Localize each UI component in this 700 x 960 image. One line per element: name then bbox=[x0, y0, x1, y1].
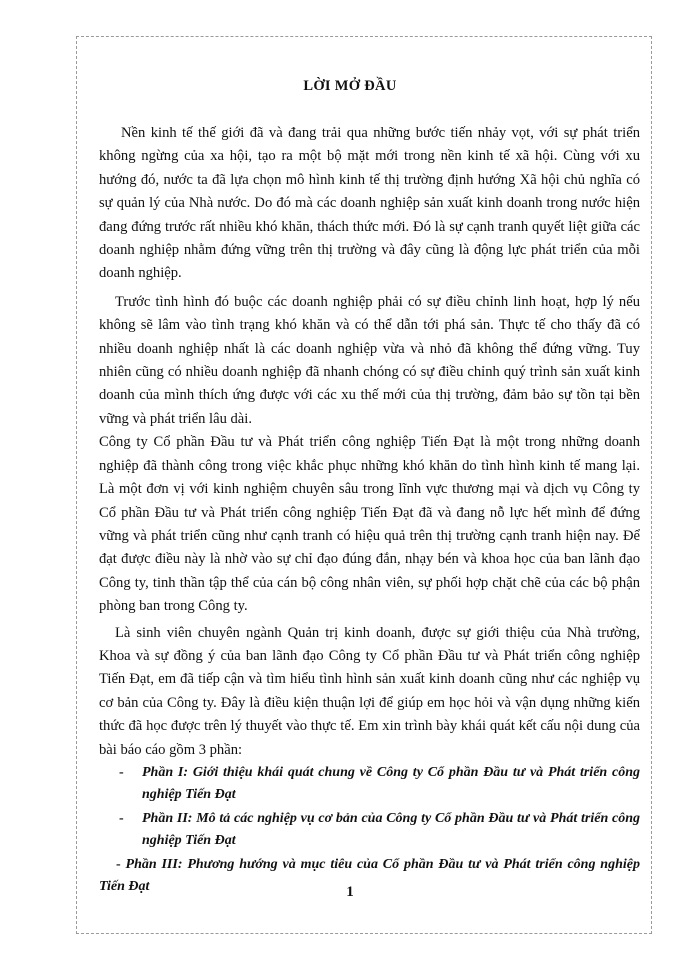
page-title: LỜI MỞ ĐẦU bbox=[303, 78, 397, 94]
report-parts-list bbox=[99, 762, 640, 899]
bullet-dash: - bbox=[119, 810, 124, 826]
part-2-text: Phần II: Mô tả các nghiệp vụ cơ bản của Công ty Cổ phần Đầu tư và Phát triển công nghiệp Tiến Đạt bbox=[142, 810, 640, 849]
bullet-dash: - bbox=[116, 856, 126, 872]
bullet-dash: - bbox=[119, 764, 124, 780]
paragraph-student: Là sinh viên chuyên ngành Quản trị kinh doanh, được sự giới thiệu của Nhà trường, Khoa và sự đồng ý của ban lãnh đạo Công ty Cổ phần Đầu tư và Phát triển công nghiệp Tiến Đạt, em đã tiếp cận và tìm hiểu tình hình sản xuất kinh doanh cũng như các nghiệp vụ cơ bản của Công ty. Đây là điều kiện thuận lợi để giúp em học hỏi và vận dụng những kiến thức đã học được trên lý thuyết vào thực tế. Em xin trình bày khái quát kết cấu nội dung của bài báo cáo gồm 3 phần: bbox=[99, 624, 640, 758]
paragraph-context: Trước tình hình đó buộc các doanh nghiệp phải có sự điều chỉnh linh hoạt, hợp lý nếu không sẽ lâm vào tình trạng khó khăn và có thể dẫn tới phá sản. Thực tế cho thấy đã có nhiều doanh nghiệp nhất là các doanh nghiệp vừa và nhỏ đã không thể đứng vững. Tuy nhiên cũng có nhiều doanh nghiệp đã nhanh chóng có sự điều chỉnh quý trình sản xuất kinh doanh của mình thích ứng được với các xu thế mới của thị trường, đảm bảo sự tồn tại bền vững và phát triển lâu dài. bbox=[99, 293, 640, 427]
paragraph-company: Công ty Cổ phần Đầu tư và Phát triển công nghiệp Tiến Đạt là một trong những doanh nghiệp đã thành công trong việc khắc phục những khó khăn do tình hình kinh tế mang lại. Là một đơn vị với kinh nghiệm chuyên sâu trong lĩnh vực thương mại và dịch vụ Công ty Cổ phần Đầu tư và Phát triển công nghiệp Tiến Đạt đã và đang nỗ lực hết mình để đứng vững và phát triển cũng như cạnh tranh có hiệu quả trên thị trường cạnh tranh hiện nay. Để đạt được điều này là nhờ vào sự chỉ đạo đúng đắn, nhạy bén và khoa học của ban lãnh đạo Công ty, tinh thần tập thể của cán bộ công nhân viên, sự phối hợp chặt chẽ của các bộ phận phòng ban trong Công ty. bbox=[99, 434, 640, 615]
part-3-text: Phần III: Phương hướng và mục tiêu của Cổ phần Đầu tư và Phát triển công nghiệp Tiến Đạt bbox=[99, 856, 640, 895]
list-item bbox=[99, 808, 640, 853]
part-1-text: Phần I: Giới thiệu khái quát chung về Công ty Cổ phần Đầu tư và Phát triển công nghiệp Tiến Đạt bbox=[142, 764, 640, 803]
document-body bbox=[99, 122, 640, 899]
list-item bbox=[99, 762, 640, 807]
paragraph-intro: Nền kinh tế thế giới đã và đang trải qua những bước tiến nhảy vọt, với sự phát triển không ngừng của xa hội, tạo ra một bộ mặt mới trong nền kinh tế xã hội. Cùng với xu hướng đó, nước ta đã lựa chọn mô hình kinh tế thị trường định hướng Xã hội chủ nghĩa có sự quản lý của Nhà nước. Do đó mà các doanh nghiệp sản xuất kinh doanh trong nước hiện đang đứng trước rất nhiều khó khăn, thách thức mới. Đó là sự cạnh tranh quyết liệt giữa các doanh nghiệp nhằm đứng vững trên thị trường và đây cũng là động lực phát triển của mỗi doanh nghiệp. bbox=[99, 125, 640, 282]
page-number: 1 bbox=[346, 884, 354, 900]
